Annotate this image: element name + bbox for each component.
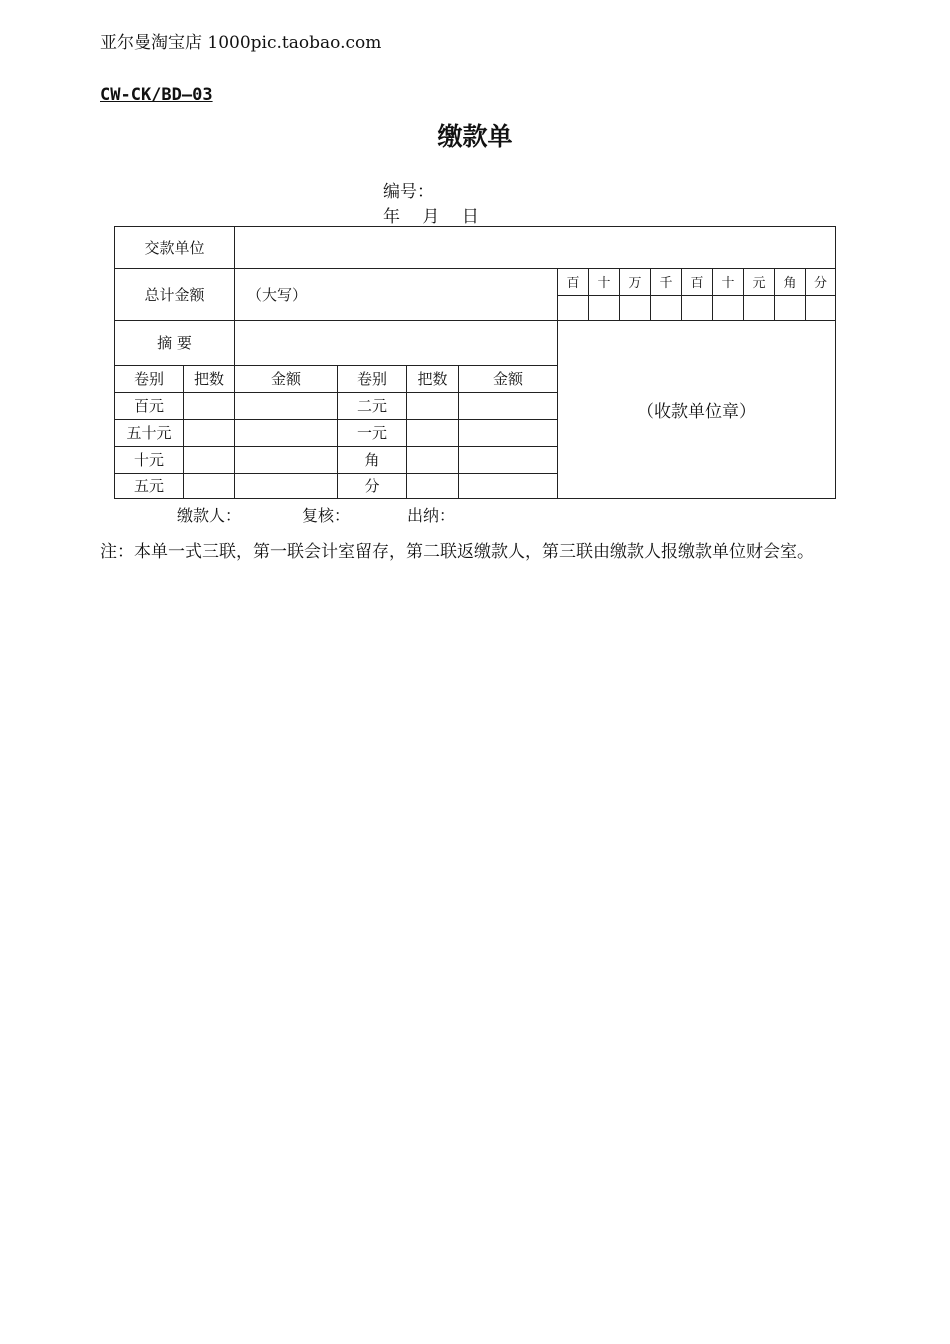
payer-signature-label: 缴款人：	[177, 506, 242, 525]
digit-unit: 百	[566, 276, 580, 291]
uppercase-amount-field[interactable]	[235, 268, 557, 320]
digit-unit: 百	[690, 276, 704, 291]
digit-unit: 万	[628, 276, 642, 291]
digit-unit: 十	[597, 276, 611, 291]
page-title: 缴款单	[437, 122, 513, 151]
reviewer-signature-label: 复核：	[302, 506, 351, 525]
cashier-signature-label: 出纳：	[407, 506, 456, 525]
footnote: 注：本单一式三联，第一联会计室留存，第二联返缴款人，第三联由缴款人报缴款单位财会室。	[100, 542, 814, 562]
digit-unit: 元	[752, 276, 766, 291]
denom-left: 百元	[133, 397, 164, 415]
digit-unit: 千	[659, 276, 673, 291]
denom-header: 卷别	[133, 370, 164, 388]
denom-left: 五元	[133, 477, 164, 495]
denom-right: 分	[364, 477, 380, 495]
receiving-unit-stamp: （收款单位章）	[637, 401, 756, 422]
payment-form	[114, 226, 836, 499]
date-year: 年	[383, 207, 400, 227]
summary-field[interactable]	[235, 320, 557, 365]
denom-header: 金额	[270, 370, 301, 388]
date-day: 日	[461, 207, 479, 227]
digit-unit: 十	[721, 276, 735, 291]
summary-label: 摘 要	[157, 334, 192, 352]
number-label: 编号：	[383, 182, 434, 202]
denom-header: 把数	[193, 370, 224, 388]
shop-header: 亚尔曼淘宝店 1000pic.taobao.com	[100, 33, 382, 53]
payer-unit-field[interactable]	[235, 227, 835, 268]
denom-left: 五十元	[126, 424, 172, 442]
date-line	[383, 202, 496, 227]
denom-right: 二元	[356, 397, 387, 415]
digit-unit: 角	[783, 276, 797, 291]
denom-right: 一元	[356, 424, 387, 442]
payer-unit-label: 交款单位	[144, 239, 205, 257]
denom-header: 金额	[492, 370, 523, 388]
uppercase-hint: （大写）	[247, 285, 308, 304]
denom-header: 卷别	[356, 370, 387, 388]
date-month: 月	[422, 207, 440, 227]
total-amount-label: 总计金额	[144, 285, 205, 304]
denom-right: 角	[364, 451, 380, 469]
document-code: CW-CK/BD—03	[100, 85, 213, 105]
denom-header: 把数	[417, 370, 448, 388]
digit-unit: 分	[813, 276, 827, 291]
denom-left: 十元	[133, 451, 164, 469]
